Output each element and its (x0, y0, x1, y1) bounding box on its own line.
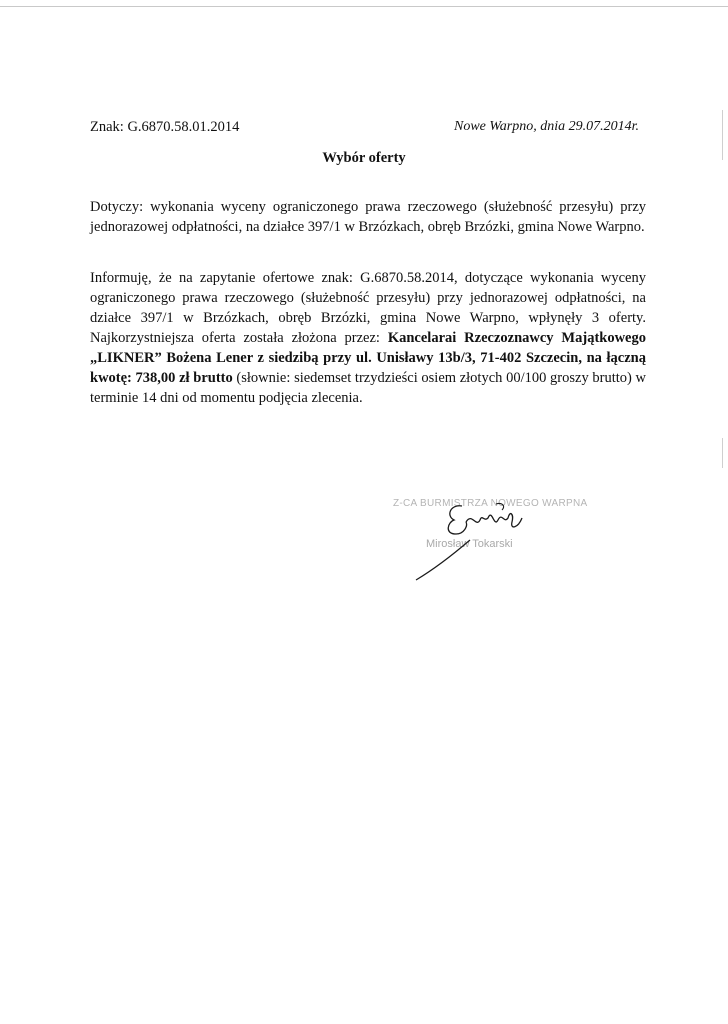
amount-in-words: (słownie: siedemset trzydzieści osiem złotych 00/100 groszy brutto) w terminie 14 dni od momentu podjęcia zlecenia. (90, 370, 646, 406)
reference-number: Znak: G.6870.58.01.2014 (90, 119, 240, 135)
document-title: Wybór oferty (322, 150, 406, 166)
winning-bidder: Kancelarai Rzeczoznawcy Majątkowego „LIKNER” Bożena Lener z siedzibą przy ul. Unisławy 13b/3, 71-402 Szczecin, na łączną kwotę: 738,00 zł brutto (90, 330, 646, 386)
best-offer-line: Najkorzystniejsza oferta została złożona przez: (90, 330, 380, 346)
official-stamp-name: Mirosław Tokarski (426, 538, 513, 550)
scan-edge-right-lower (722, 438, 723, 468)
scan-edge-top (0, 6, 728, 7)
official-stamp-title: Z-CA BURMISTRZA NOWEGO WARPNA (393, 498, 588, 509)
place-and-date: Nowe Warpno, dnia 29.07.2014r. (454, 119, 640, 134)
subject-paragraph: Dotyczy: wykonania wyceny ograniczonego prawa rzeczowego (służebność przesyłu) przy jednorazowej odpłatności, na działce 397/1 w Brzózkach, obręb Brzózki, gmina Nowe Warpno. (90, 199, 646, 235)
decision-paragraph (90, 268, 646, 408)
decision-intro: Informuję, że na zapytanie ofertowe znak: G.6870.58.2014, dotyczące wykonania wyceny ograniczonego prawa rzeczowego (służebność przesyłu) przy jednorazowej odpłatności, na działce 397/1 w Brzózkach, obręb Brzózki, gmina Nowe Warpno, wpłynęły 3 oferty. (90, 270, 646, 326)
handwritten-signature (410, 500, 550, 590)
